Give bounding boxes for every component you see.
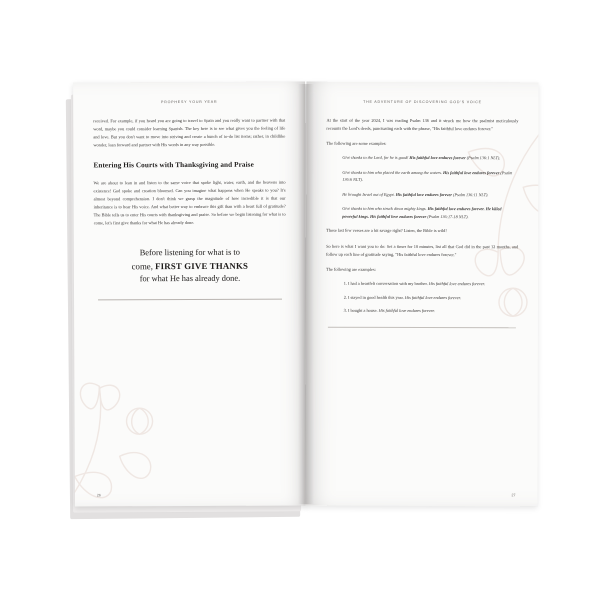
right-intro-paragraph: At the start of the year 2024, I was reading Psalm 136 and it struck me how the psalmist meticulously recounts the Lord's deeds, punctuating each with the phrase, "His faithful love endures forever." [326,117,519,132]
pull-quote-line-2 [96,259,284,273]
left-paragraph-1: received. For example, if you heard you are going to travel to Spain and you really want to partner with that word, maybe you could consider learning Spanish. The key here is to see what gives you the feeling of life and love. But you don't want to move into striving and create a bunch of to-do list items; rather, in childlike wonder, lean forward and partner with His words in any way possible. [93,117,286,148]
left-paragraph-2: We are about to lean in and listen to the same voice that spoke light, water, earth, and the heavens into existence! God spoke and creation bloomed. Can you imagine what happens when He speaks to you? It's almost beyond comprehension. I don't think we grasp the magnitude of how incredible it is that our inheritance is to hear His voice. And what better way to embrace this gift than with a heart full of gratitude? The Bible tells us to enter His courts with thanksgiving and praise. So before we begin listening for what is to come, let's first give thanks for what He has already done. [93,179,286,226]
example-refrain: His faithful love endures forever. [404,294,461,300]
example-text: I stayed in good health this year. [347,294,405,300]
right-page-rule [328,327,516,328]
list-item [348,279,518,287]
list-item [348,307,518,315]
verse-text: He brought Israel out of Egypt. [342,191,396,197]
section-heading: Entering His Courts with Thanksgiving and Praise [93,160,254,170]
left-page-content [73,81,307,506]
example-refrain: His faithful love endures forever. [378,308,435,314]
verse-refrain: His faithful love endures forever [443,169,500,175]
right-running-head: THE ADVENTURE OF DISCOVERING GOD'S VOICE [363,99,482,105]
verse-refrain: His faithful love endures forever. He killed powerful kings. His faithful love endures forever [342,206,502,219]
verse-refrain: His faithful love endures forever [409,155,466,161]
pull-quote [96,247,284,286]
examples-list [326,279,518,315]
example-refrain: His faithful love endures forever. [428,280,485,286]
right-page-content [305,82,538,507]
verse-reference: (Psalm 136:17-18 NLT). [426,213,469,220]
left-running-head: PROPHESY YOUR YEAR [160,99,218,105]
verse-block [326,191,518,199]
verse-refrain: His faithful love endures forever [395,191,453,197]
pull-quote-line-2-plain: come, [131,260,156,271]
verse-block [326,205,518,221]
right-paragraph-after-verses: Those last few verses are a bit savage right? Listen, the Bible is wild! [326,228,447,234]
left-page-number: 26 [96,493,101,498]
right-page-number: 27 [511,493,516,498]
example-text: I had a heartfelt conversation with my brother. [348,280,429,286]
verse-text: Give thanks to him who placed the earth among the waters. [342,169,444,175]
verse-text: Give thanks to him who struck down mighty kings. [342,206,428,212]
pull-quote-line-2-strong: FIRST GIVE THANKS [155,260,249,271]
verse-block [326,154,518,162]
verse-reference: (Psalm 136:11 NLT). [452,191,489,197]
verse-text: Give thanks to the Lord, for he is good! [342,154,410,161]
book-right-page [305,82,538,507]
verse-reference: (Psalm 136:1 NLT). [465,155,501,161]
right-instruction-paragraph: So here is what I want you to do: Set a timer for 10 minutes, list all that God did in the past 12 months, and follow up each line of gratitude saying, "His faithful love endures forever." [326,243,519,257]
book-left-page [73,81,307,506]
example-text: I bought a house. [347,308,379,314]
left-page-rule [98,299,282,301]
pull-quote-line-1: Before listening for what is to [139,247,240,258]
list-item [348,293,518,301]
pull-quote-line-3: for what He has already done. [139,273,241,284]
examples-lead-in: The following are examples: [326,266,376,272]
open-book [62,82,540,522]
verses-lead-in: The following are some examples: [326,140,387,146]
verse-reference: (Psalm 136:6 NLT). [342,169,513,183]
verse-block [326,168,518,184]
